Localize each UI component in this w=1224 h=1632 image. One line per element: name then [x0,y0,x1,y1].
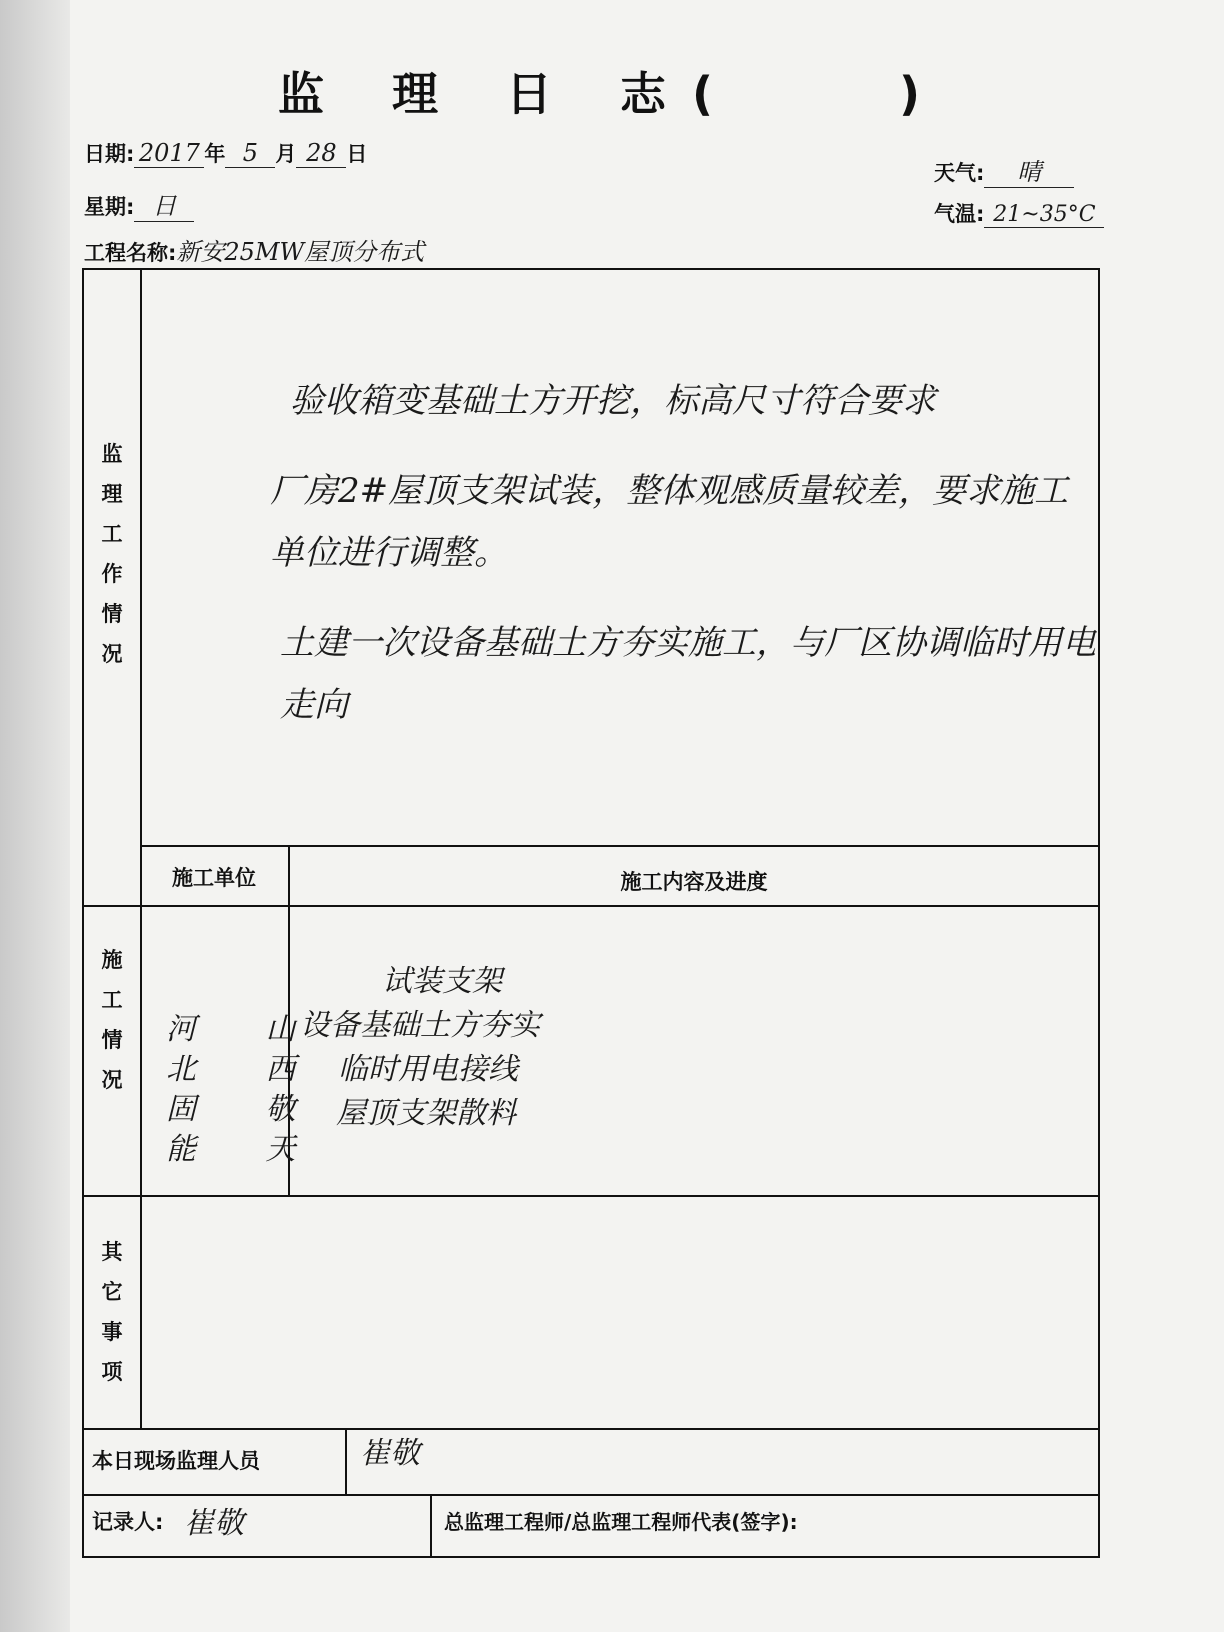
construction-content [300,960,540,1136]
date-year-label: 年 [204,142,226,166]
date-year-value: 2017 [134,139,204,168]
content-line: 屋顶支架散料 [336,1096,516,1131]
work-notes [220,370,1100,764]
page-edge-shadow [0,0,70,1632]
project-label: 工程名称: [84,241,177,265]
unit-line: 固 敬 [166,1092,326,1127]
recorder-label: 记录人: [92,1510,164,1534]
onsite-staff-signature: 崔敬 [360,1436,420,1471]
date-label: 日期: [84,142,135,166]
other-section-label [92,1232,132,1392]
weekday-field [84,186,194,222]
other-section-divider [82,1428,1100,1430]
onsite-row-divider [82,1494,1100,1496]
title-text: 监 理 日 志 [277,67,692,121]
weekday-value: 日 [134,186,194,222]
temperature-field [934,198,1104,228]
weather-label: 天气: [934,161,985,185]
unit-line: 能 天 [166,1132,326,1167]
title-paren-close: ) [899,67,947,121]
temperature-label: 气温: [934,202,985,226]
title-paren-open: ( [691,67,740,121]
onsite-staff-label: 本日现场监理人员 [92,1449,260,1473]
work-note-1: 验收箱变基础土方开挖，标高尺寸符合要求 [290,381,936,421]
other-section-text: 其 它 事 项 [101,1240,123,1384]
weekday-label: 星期: [84,195,135,219]
work-section-divider [140,845,1098,847]
construction-section-label [92,940,132,1100]
weather-value: 晴 [984,152,1074,188]
work-section-text: 监 理 工 作 情 况 [101,442,123,666]
unit-line: 北 西 [166,1052,326,1087]
recorder-signature: 崔敬 [184,1506,244,1541]
date-month-value: 5 [225,139,275,168]
work-note-2: 厂房2#屋顶支架试装，整体观感质量较差，要求施工单位进行调整。 [270,471,1069,573]
unit-line: 河 山 [166,1012,326,1047]
work-note-3: 土建一次设备基础土方夯实施工，与厂区协调临时用电走向 [280,623,1096,725]
content-line: 试装支架 [382,964,502,999]
date-month-label: 月 [275,142,297,166]
date-field [84,138,367,168]
col-header-unit: 施工单位 [172,866,256,890]
content-line: 设备基础土方夯实 [300,1008,540,1043]
work-section-label [92,434,132,674]
chief-engineer-label: 总监理工程师/总监理工程师代表(签字): [444,1510,798,1534]
project-field [84,232,424,267]
date-day-value: 28 [296,139,346,168]
label-column-divider [140,268,142,1428]
content-line: 临时用电接线 [338,1052,518,1087]
construction-section-divider [82,1195,1100,1197]
page-title [0,58,1224,121]
temperature-value: 21~35°C [984,202,1104,228]
construction-section-text: 施 工 情 况 [101,948,123,1092]
recorder-divider [430,1494,432,1558]
onsite-signature-divider [345,1428,347,1494]
weather-field [934,152,1074,188]
project-value: 新安25MW屋顶分布式 [176,238,425,266]
table-header-divider [82,905,1100,907]
date-day-label: 日 [346,142,368,166]
col-header-content: 施工内容及进度 [620,870,768,894]
